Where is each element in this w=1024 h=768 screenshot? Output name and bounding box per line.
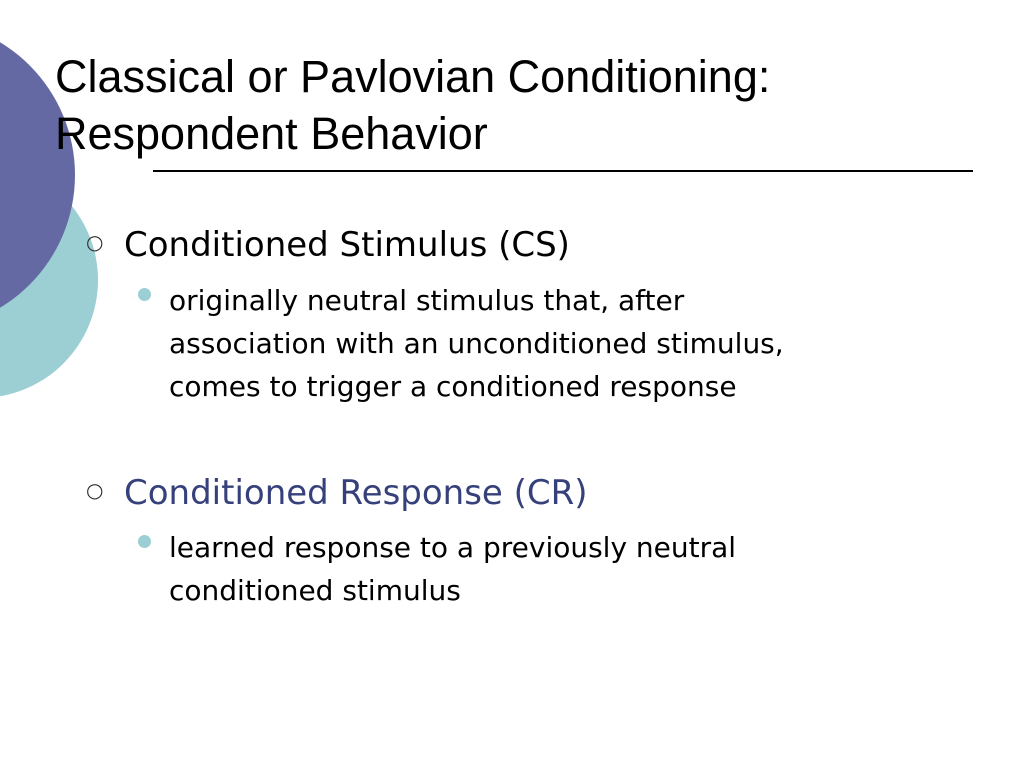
hollow-circle-icon: ○ [86, 478, 104, 502]
bullet-heading: Conditioned Stimulus (CS) [124, 225, 570, 265]
sub-bullet-cr-definition [138, 526, 958, 612]
sub-bullet-line: comes to trigger a conditioned response [169, 370, 737, 403]
sub-bullet-line: learned response to a previously neutral [169, 531, 737, 564]
title-underline [153, 170, 973, 172]
sub-bullet-line: conditioned stimulus [169, 574, 461, 607]
sub-bullet-line: association with an unconditioned stimulus, [169, 327, 784, 360]
filled-dot-icon [138, 288, 151, 301]
bullet-heading: Conditioned Response (CR) [124, 473, 588, 513]
hollow-circle-icon: ○ [86, 230, 104, 254]
sub-bullet-line: originally neutral stimulus that, after [169, 284, 685, 317]
filled-dot-icon [138, 535, 151, 548]
sub-bullet-cs-definition [138, 279, 958, 408]
slide-title [55, 48, 975, 162]
slide-title-line-2: Respondent Behavior [55, 108, 488, 159]
slide-title-line-1: Classical or Pavlovian Conditioning: [55, 51, 771, 102]
